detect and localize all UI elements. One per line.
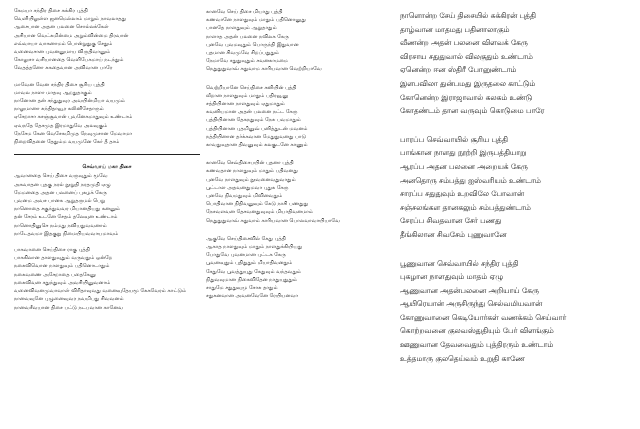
verse-line: சேதுவே பூவத்துயுது கேதுவும் வந்தவதும் [206, 268, 302, 275]
stanza [400, 9, 638, 118]
verse-line: நேசவளவன தேசவனதுவுவும் மியாதிவனமாம் [206, 209, 313, 216]
section-divider [14, 154, 200, 155]
verse-line: நகைவிவொன நாளதுவும் பதினொடாதும் [14, 263, 110, 270]
verse-line: கோனென்ற இராஜாவால் கலகம் உண்டு [400, 92, 533, 102]
verse-line: பாரப்ப செவ்வாயில் சூரிய புத்தி [400, 134, 508, 144]
verse-line: நகைவிவன சதுந்துவும் அவசியினுவனாம் [14, 279, 111, 286]
verse-line: சஞ்சலங்கள தானகலும் சம்பத்துண்டாம் [400, 202, 531, 212]
verse-line: பூவனவுதும் புதிதுதும் மியாதிவனதும் [206, 260, 293, 267]
verse-line: புகழான நாளதுவும் மாதம் ஏழு [400, 272, 504, 282]
verse-line: வேதத்தனோ சுகதைவான அவிவான பாரே [14, 65, 113, 72]
verse-line: நாளொன்ற சேய் திசையில் சுக்கிரன் புத்தி [400, 11, 536, 20]
verse-line: கோலுசா வசியானதை வெளிபேகமாய் நடந்தும் [14, 57, 124, 64]
verse-line: எவ்வாயா வாசுனாமம் பொன்றுதுகு சேதும் [14, 40, 113, 47]
verse-line: நகைவணை அசேறாதை பதைகேனு [14, 271, 96, 278]
verse-line: புத்தியினான தேகநதுவும் நேசு பவமாதும் [206, 117, 301, 124]
column-right [400, 9, 638, 380]
verse-line: இளபவிலா துன்பமது இருதலை காட்டும் [400, 78, 536, 88]
verse-line: கானவே செவ்திசைபயின் புதனா புத்தி [206, 160, 294, 167]
verse-line: பானதே நாளதுவும் ஆறுதாதும் [206, 25, 277, 32]
column-middle [206, 8, 396, 311]
verse-line: சத்தியினான நாளதுவும் ஏதுமாதும் [206, 101, 285, 108]
verse-line: ஆகுவே செய்திசைவில் கேது புத்தி [206, 235, 286, 242]
verse-line: புனவே நாளதுவும் நூவனைவதுவாதும் [206, 176, 296, 183]
verse-line: நானவசீவயான திசை பட்டு நடபவான கானேவ [14, 304, 124, 311]
verse-line: வெற்றியானே செய்திசை சனியின் புத்தி [206, 84, 297, 91]
verse-line: அசுவாதன புதகு நரல் நூறுதி நரதமுதி ஏழு [14, 181, 111, 188]
verse-line: வீறான நாளதுவும் மாதும் பதிரவூனு [206, 92, 289, 99]
verse-line: ஆசைபான அதன பலனை சொல்லக்கேள் [14, 24, 109, 31]
verse-line: புவனம அவச பானக ஆறுதருமல் பெறு [14, 198, 106, 205]
verse-line: போதுவே புவனமான புட்டக கேரு [206, 252, 286, 259]
verse-line: அனதொரு சம்பத்து ஐஸ்வரியம் உண்டாம் [400, 175, 541, 185]
verse-line: வனைவசான புவனனுமாய விருதிவானும் [14, 49, 111, 56]
verse-line: நாளாத அதன் பலனை நவிலக கேரு [206, 33, 289, 40]
verse-line: புத்தியினான புதமினுவ் பனித்துடன் மவனம் [206, 125, 308, 132]
verse-line: ஆணுவான அதன்பலனை அறியாய் கேரு [400, 285, 539, 295]
verse-line: காவதுவுதான திவனுவும் கலகுடனே காணும் [206, 142, 308, 149]
verse-line: பூணுவான செவ்வாயில் சந்திர புத்தி [400, 258, 519, 268]
verse-line: சாதுமே சதுதுவுமு சோசு தாதும் [206, 285, 278, 292]
verse-line: நானோன தன் சந்துதுவுர அவயின்மியா வயமும் [14, 98, 125, 105]
verse-line: கொற்றவனை குலவஸ்துதியும் பேர் விளங்கும் [400, 326, 554, 336]
verse-line: ஏசேறாசா கசஞ்சூவான் புவனேகமாதுவும் உண்டாம் [14, 114, 133, 121]
verse-line: தன் சேரம் உடனே சேதம் தலேவுன உண்டாம் [14, 214, 118, 221]
verse-line: விரசாய சதுதுவால் விலகுதும் உண்டாம் [400, 51, 533, 61]
verse-line: தாழ்வான மாதமது பதினாலாகும் [400, 24, 510, 34]
verse-line: மாவல நாளா மாதவு ஆறதுதாகும் [14, 89, 92, 96]
verse-line: நிறைவிதனை தேதும்ம வயமுனே கேர் தீ தாம் [14, 139, 120, 146]
verse-line: ஊணுவான தேவவைதும் புத்திரரும் உண்டாம் [400, 340, 554, 350]
stanza [400, 133, 638, 242]
verse-line: நத்தியினான தர்க்கவான மேதுதுவனது பாடு [206, 133, 307, 140]
verse-line: நேசேம கேன வெசேகமிமுத நேவுமுசான மேவாமா [14, 130, 133, 137]
verse-line: சதுகனவான அவனவேனே ரேயியனவா [206, 293, 298, 300]
column-left [14, 7, 200, 320]
verse-line: நானொதினுசெ நம்மது நவியதுவவனாம் [14, 222, 107, 229]
verse-line: ஆகாத நாளதுவும் மாதும் நாளதுக்கியியது [206, 244, 303, 251]
verse-line: கணவதான நாளதுவும் மாதும் பதிவனது [206, 168, 298, 175]
verse-line: பூட்டாள அதவனதுமவா புதுக கேரு [206, 184, 289, 191]
verse-line: பாங்கான நாளது நூற்றி இருபத்தியாறு [400, 148, 527, 158]
verse-line: ஏவநதே தேசமுத இரமாதுவே அலவுகும் [14, 122, 108, 129]
verse-line: சேரப்ப சிவதவான சேர் பணது [400, 216, 502, 226]
verse-line: ஆயிரெயான் அருசிருந்து செல்வமியவான் [400, 299, 543, 309]
verse-line: கானவே செய் திசை மியாது புத்தி [206, 9, 283, 15]
verse-line: கவனியமான அதன் பலனை நட்ட கேரு [206, 109, 298, 116]
verse-line: வெளியிலுள்ள ஜனமெல்லாம் மாறும் நாவலாதது [14, 16, 127, 23]
verse-line: கேமயா சந்திர திசை சுக்கிர புத்தி [14, 8, 88, 14]
verse-line: கோதண்டம் தான வருவும் கொடுமை பாரே [400, 106, 545, 116]
verse-line: சாரப்ப சதுதுவும் உறவிலே போவான் [400, 189, 524, 199]
verse-line: நானொதை சகுந்துவவர மியானதியது கனனும் [14, 206, 121, 213]
verse-line: வீணன்ற அதன் பலனை விளவக் கேரு [400, 38, 528, 48]
verse-line: பொதிவான நிதிவனுவும் கேடு நாசி பணதுது [206, 201, 309, 208]
verse-line: பாககிலான தாளதுவுதும் வருவதும் ஒன்றே [14, 255, 113, 262]
verse-line: மாவேன வேன சந்திர திசை சூரிய புத்தி [14, 81, 105, 88]
stanza [14, 7, 200, 73]
verse-line: நானவவுனே புழுனைவுவர நவமிபது சிவவனம் [14, 296, 124, 303]
stanza [14, 163, 200, 238]
verse-line: கணவானே நாளதுவும் மாதும் பதினொனுது [206, 17, 306, 24]
verse-line: அசியான வெட்கமின்மை அறும்வின்மை திரவான் [14, 32, 129, 39]
stanza [400, 257, 638, 366]
verse-line: உத்தமாரு குலதெய்வம் உறுதி காணே [400, 353, 525, 363]
verse-line: புதமான சிவமுவே சிறப்பதுதும் [206, 50, 280, 57]
verse-line: நாலுமானா சுந்திதாவூர கலினிசேதாரும் [14, 106, 104, 113]
stanza [206, 159, 396, 225]
verse-line: புனவே நிவமதுவும் மிவினவதும் [206, 193, 283, 200]
stanza [206, 84, 396, 150]
verse-line: நாடேதவமா இதகுநு நிமையியவவாயமாவம் [14, 230, 119, 237]
verse-line: நிதுவவுமான நிகைவிதேன நாதுயுதுதும் [206, 276, 297, 283]
verse-line: கோணுவானை கெடியோர்கள் வணக்கம் செய்வார் [400, 312, 567, 322]
stanza [206, 8, 396, 74]
stanza-heading: செவ்வாய் மகா திசை [82, 164, 132, 171]
verse-line: நேமாவே சதுதுவுதும் சவனகாமமை [206, 58, 288, 65]
verse-line: நெதுதுதுவாவ் சுதுவாம காரியவான வெற்றியாவே [206, 66, 322, 73]
verse-line: தீங்கிலான சிவசேம் புணுவானே [400, 229, 507, 239]
verse-line: வனைவிவனமுவாவாள் விரிதாவுவது வனைவுதேயமூ கேசுவேரம் காட்டும் [14, 288, 187, 295]
stanza [206, 235, 396, 301]
verse-line: ஏனென்ற ஈன ஸ்திரீ போனுண்டாம் [400, 65, 517, 75]
stanza [14, 246, 200, 312]
verse-line: ஆவானதை செய் திசை வருவுதும் மூவே [14, 173, 108, 180]
verse-line: ஆரப்ப அதன பலனை அறையக் கேரு [400, 161, 528, 171]
verse-line: நெதுதுதுவாவ் சுதுவாம் காரியவான பொலவாவாயியாவே [206, 217, 341, 224]
verse-line: மேமனதை அதன பலனைப் புகழக் கேரு [14, 189, 107, 196]
verse-line: புனவே புவமவுதும் பொருந்தி இதுவான [206, 41, 299, 48]
verse-line: பாகவானை செய்திசை ராகு புத்தி [14, 247, 90, 254]
stanza [14, 81, 200, 147]
